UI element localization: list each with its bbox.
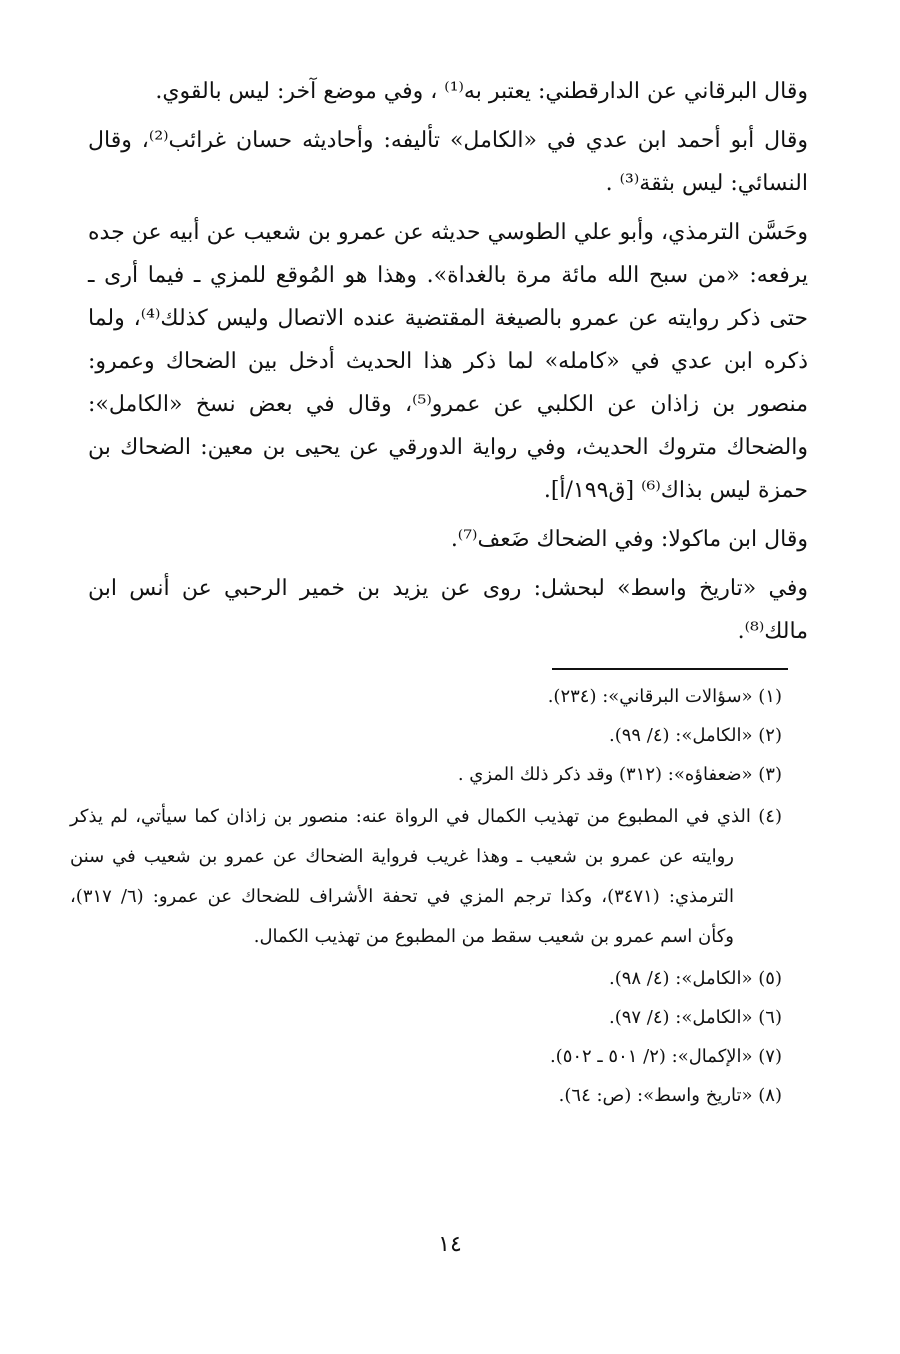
- footnote-separator: [552, 668, 788, 670]
- footnote-8: (٨) «تاريخ واسط»: (ص: ٦٤).: [558, 1085, 782, 1106]
- footnote-6: (٦) «الكامل»: (٤/ ٩٧).: [608, 1007, 782, 1028]
- footnote-2: (٢) «الكامل»: (٤/ ٩٩).: [608, 725, 782, 746]
- footnote-1: (١) «سؤالات البرقاني»: (٢٣٤).: [547, 686, 782, 707]
- paragraph-4: وقال ابن ماكولا: وفي الضحاك ضَعف⁽⁷⁾.: [450, 527, 808, 552]
- paragraph-2: وقال أبو أحمد ابن عدي في «الكامل» تأليفه: وأحاديثه حسان غرائب⁽²⁾، وقال النسائي: ليس بثقة⁽³⁾ .: [88, 128, 809, 196]
- paragraph-1: وقال البرقاني عن الدارقطني: يعتبر به⁽¹⁾ ، وفي موضع آخر: ليس بالقوي.: [155, 79, 808, 104]
- paragraph-3: وحَسَّن الترمذي، وأبو علي الطوسي حديثه عن عمرو بن شعيب عن أبيه عن جده يرفعه: «من سبح الله مائة مرة بالغداة». وهذا هو المُوقع للمزي ـ فيما أرى ـ حتى ذكر روايته عن عمرو بالصيغة المقتضية عنده الاتصال وليس كذلك⁽⁴⁾، ولما ذكره ابن عدي في «كامله» لما ذكر هذا الحديث أدخل بين الضحاك وعمرو: منصور بن زاذان عن الكلبي عن عمرو⁽⁵⁾، وقال في بعض نسخ «الكامل»: والضحاك متروك الحديث، وفي رواية الدورقي عن يحيى بن معين: الضحاك بن حمزة ليس بذاك⁽⁶⁾ [ق١٩٩/أ].: [88, 220, 809, 503]
- footnote-4: (٤) الذي في المطبوع من تهذيب الكمال في الرواة عنه: منصور بن زاذان كما سيأتي، لم يذكر روايته عن عمرو بن شعيب ـ وهذا غريب فرواية الضحاك عن عمرو بن شعيب في سنن الترمذي: (٣٤٧١)، وكذا ترجم المزي في تحفة الأشراف للضحاك عن عمرو: (٦/ ٣١٧)، وكأن اسم عمرو بن شعيب سقط من المطبوع من تهذيب الكمال.: [70, 806, 782, 947]
- footnote-3: (٣) «ضعفاؤه»: (٣١٢) وقد ذكر ذلك المزي .: [457, 764, 782, 785]
- footnote-5: (٥) «الكامل»: (٤/ ٩٨).: [608, 968, 782, 989]
- main-text: [88, 70, 808, 659]
- page-number: ١٤: [438, 1232, 462, 1257]
- footnote-7: (٧) «الإكمال»: (٢/ ٥٠١ ـ ٥٠٢).: [549, 1046, 782, 1067]
- paragraph-5: وفي «تاريخ واسط» لبحشل: روى عن يزيد بن خمير الرحبي عن أنس ابن مالك⁽⁸⁾.: [88, 576, 808, 644]
- footnotes: [70, 680, 782, 1118]
